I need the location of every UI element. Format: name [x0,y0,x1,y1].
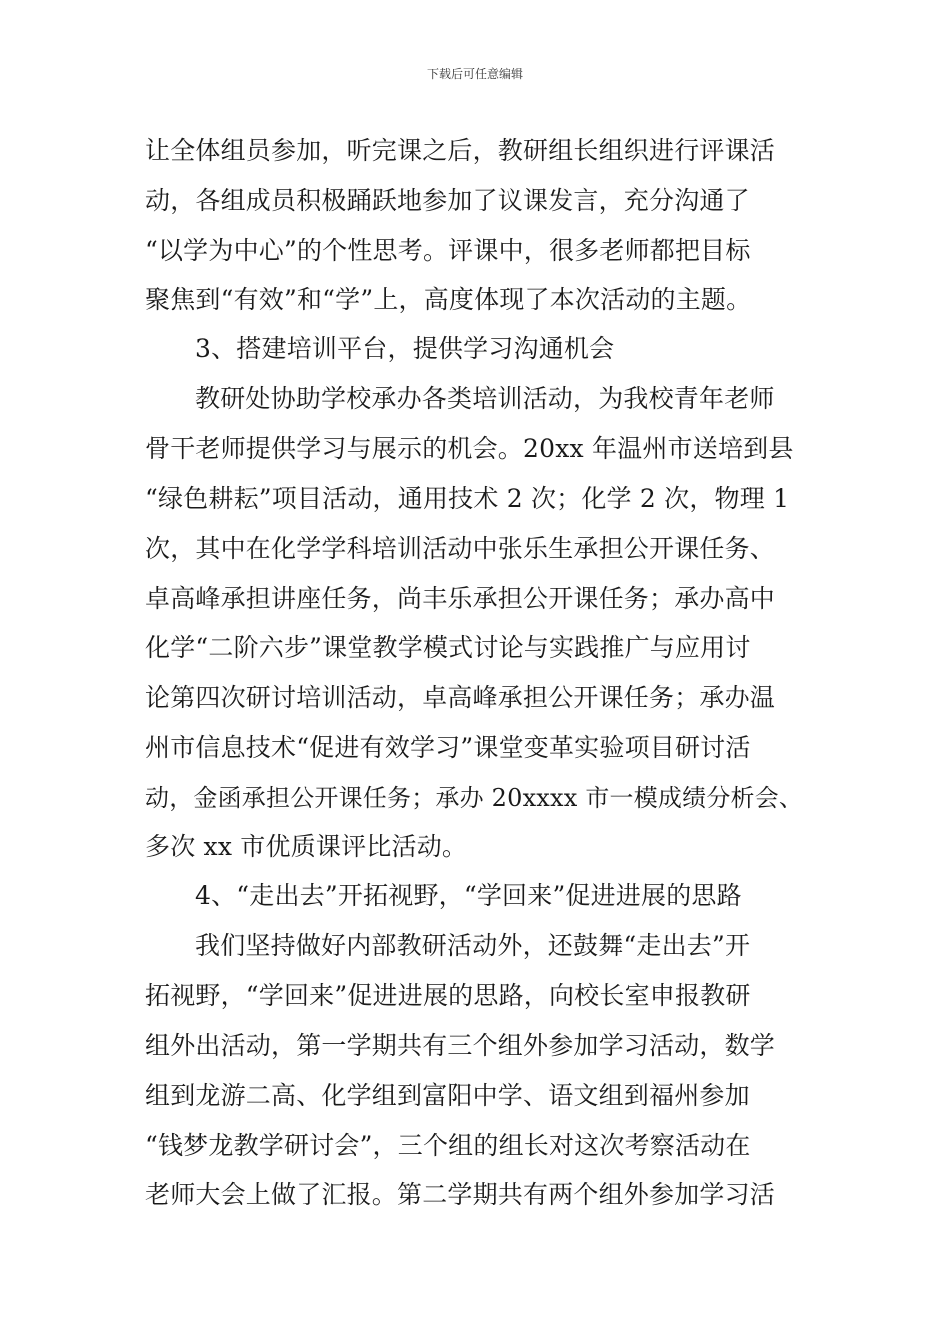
text-line: 动，金函承担公开课任务；承办 20xxxx 市一模成绩分析会、 [145,784,804,812]
text-line: 卓高峰承担讲座任务，尚丰乐承担公开课任务；承办高中 [145,584,776,613]
paragraph-start: 我们坚持做好内部教研活动外，还鼓舞“走出去”开 [195,931,751,960]
text-line: “绿色耕耘”项目活动，通用技术 2 次；化学 2 次，物理 1 [145,484,790,513]
section-heading: 4、“走出去”开拓视野，“学回来”促进进展的思路 [195,881,742,910]
text-line: 骨干老师提供学习与展示的机会。20xx 年温州市送培到县 [145,434,794,463]
text-line: 动，各组成员积极踊跃地参加了议课发言，充分沟通了 [145,186,750,215]
text-line: 组外出活动，第一学期共有三个组外参加学习活动，数学 [145,1031,776,1060]
text-line: 老师大会上做了汇报。第二学期共有两个组外参加学习活 [145,1180,776,1209]
text-line: 化学“二阶六步”课堂教学模式讨论与实践推广与应用讨 [145,633,751,662]
text-line: 聚焦到“有效”和“学”上，高度体现了本次活动的主题。 [145,285,752,314]
paragraph-start: 教研处协助学校承办各类培训活动，为我校青年老师 [195,384,775,413]
section-heading: 3、搭建培训平台，提供学习沟通机会 [195,334,615,363]
page-header: 下载后可任意编辑 [426,67,523,81]
text-line: 论第四次研讨培训活动，卓高峰承担公开课任务；承办温 [145,683,776,712]
text-line: 拓视野，“学回来”促进进展的思路，向校长室申报教研 [145,981,751,1010]
text-line: 让全体组员参加，听完课之后，教研组长组织进行评课活 [145,136,776,165]
text-line: “钱梦龙教学研讨会”，三个组的组长对这次考察活动在 [145,1131,751,1160]
text-line: 多次 xx 市优质课评比活动。 [145,832,468,861]
text-line: “以学为中心”的个性思考。评课中，很多老师都把目标 [145,236,751,265]
text-line: 次，其中在化学学科培训活动中张乐生承担公开课任务、 [145,534,776,563]
text-line: 州市信息技术“促进有效学习”课堂变革实验项目研讨活 [145,733,751,762]
text-line: 组到龙游二高、化学组到富阳中学、语文组到福州参加 [145,1081,750,1110]
